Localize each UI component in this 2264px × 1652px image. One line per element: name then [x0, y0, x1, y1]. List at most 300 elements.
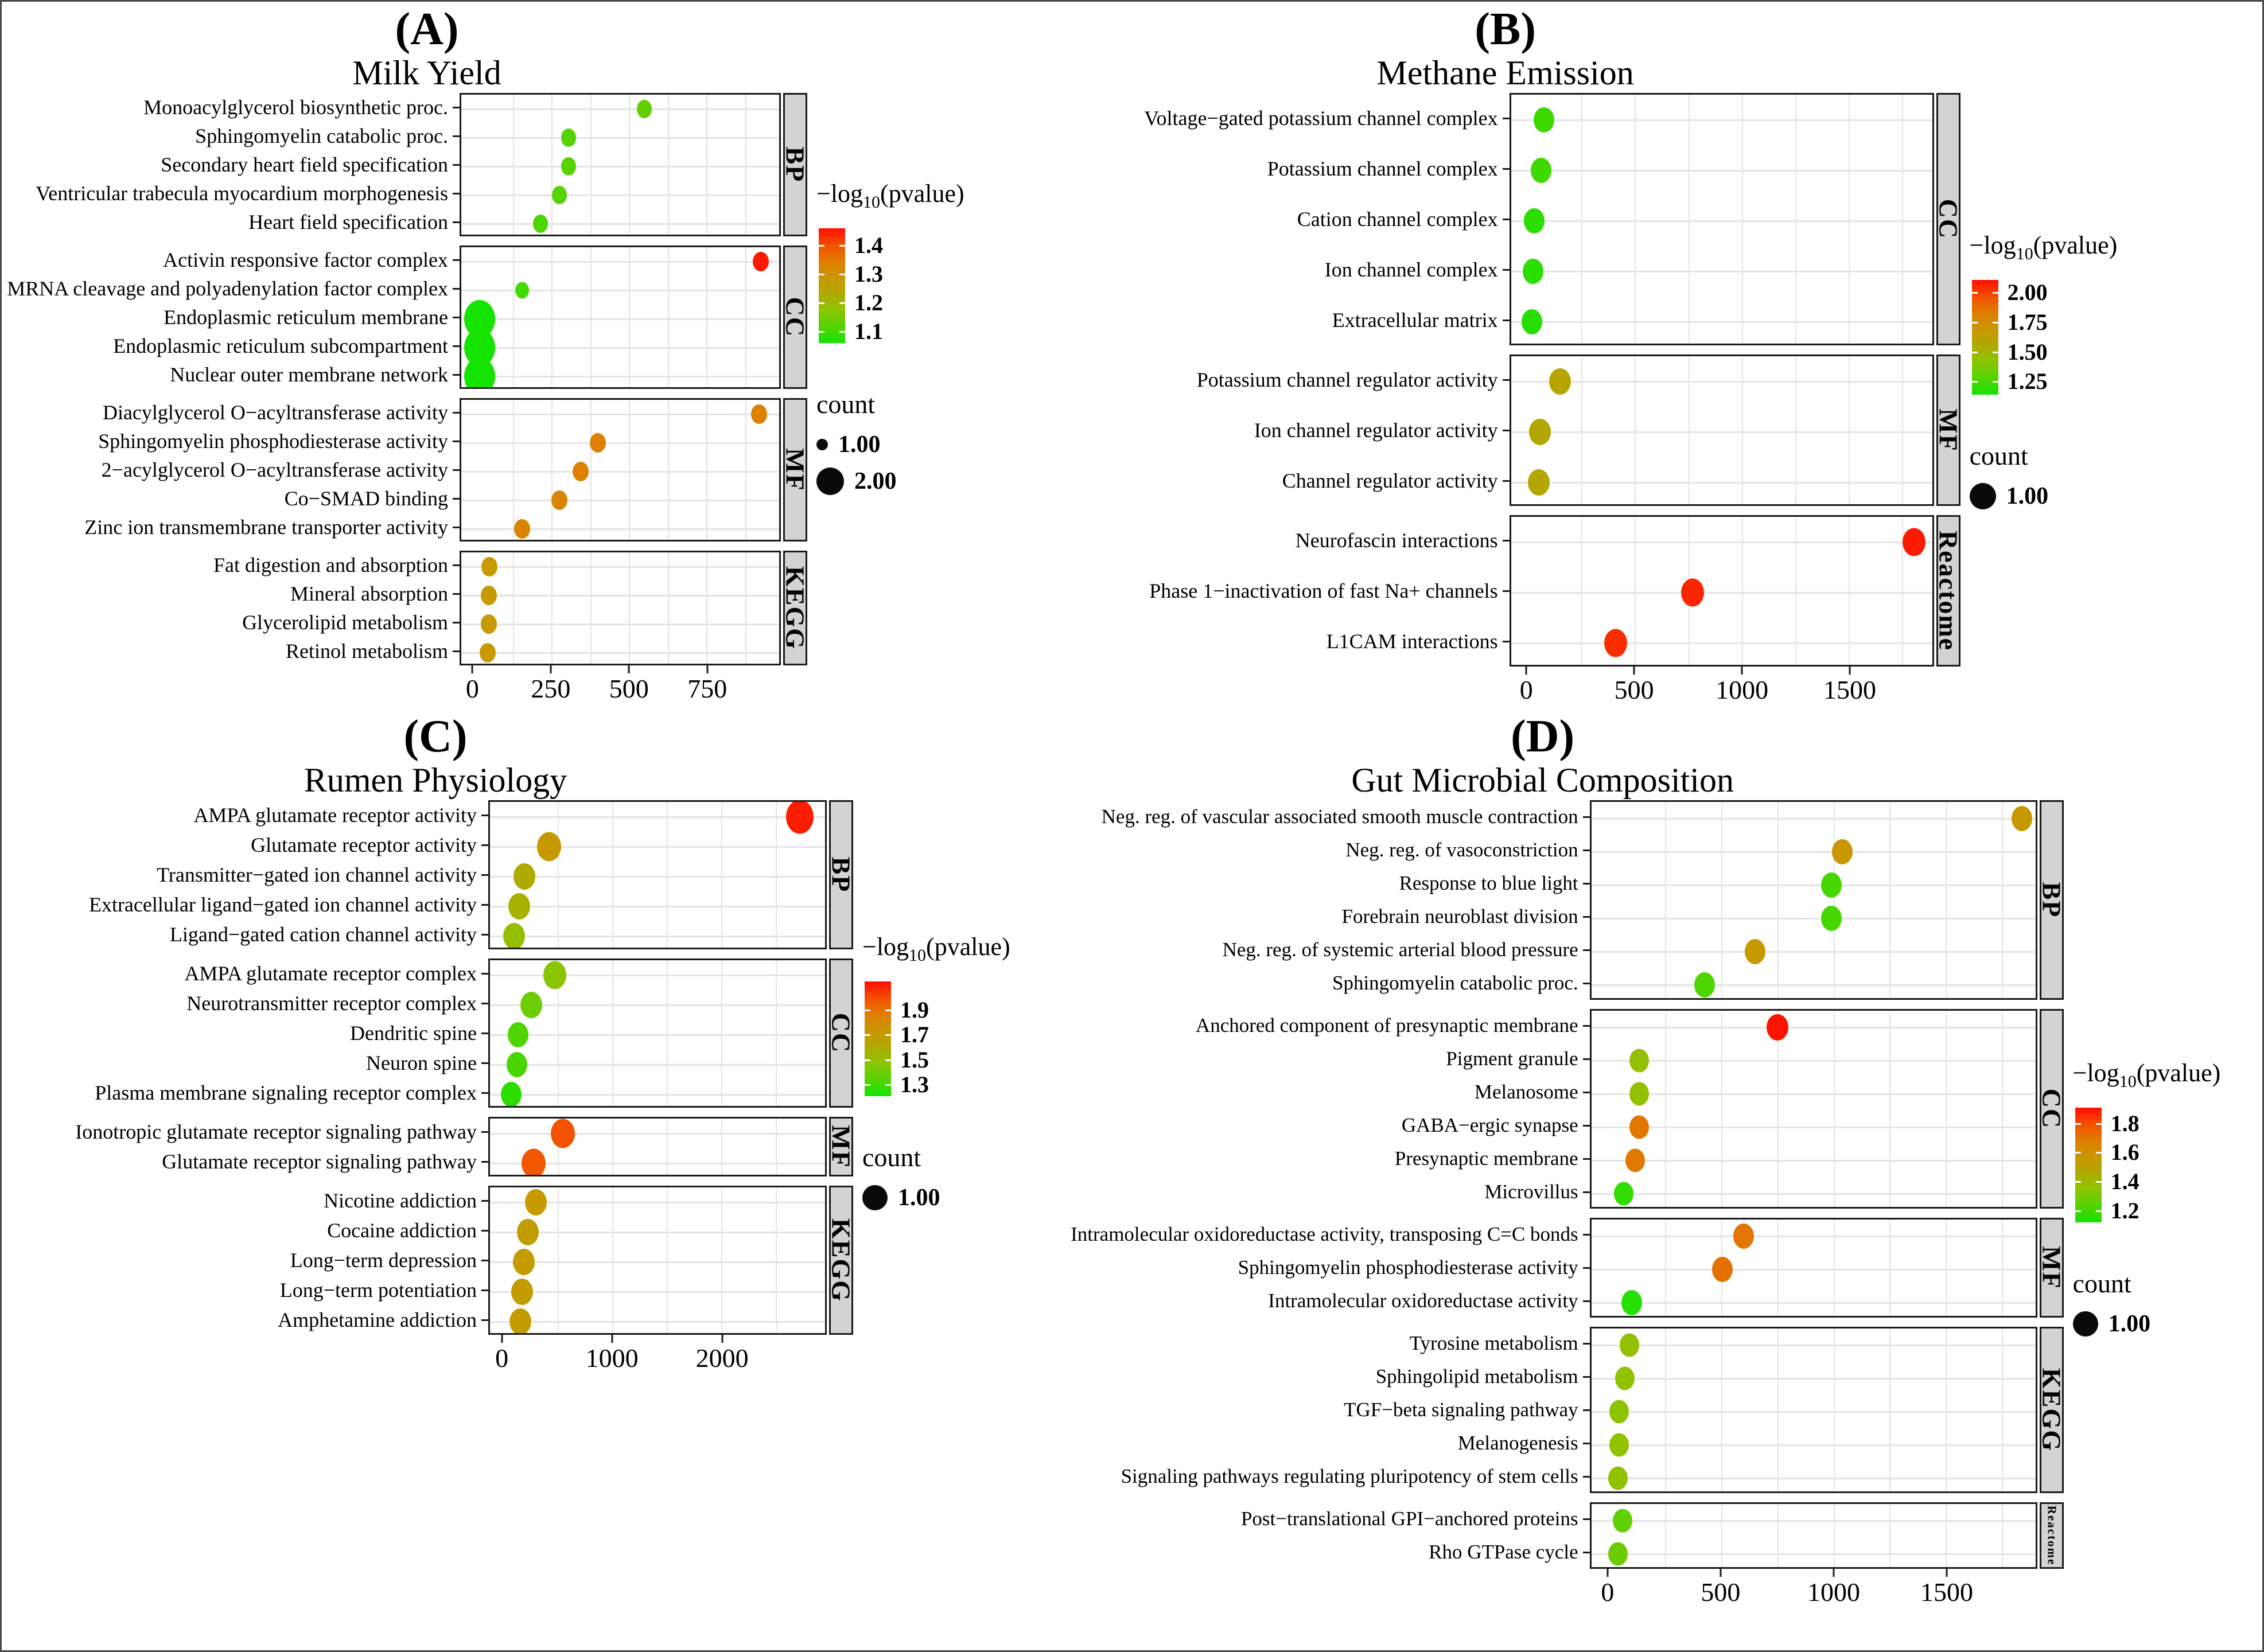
vertical-gridline — [629, 247, 630, 387]
term-label-column — [1051, 515, 1510, 667]
vertical-gridline — [721, 802, 722, 948]
facet-mf — [1022, 1218, 2067, 1318]
term-label: Channel regulator activity — [1282, 469, 1498, 492]
y-axis-tick — [453, 221, 460, 223]
plot-area — [460, 551, 781, 665]
facet-kegg — [18, 1186, 856, 1335]
term-row — [1022, 1536, 1590, 1569]
data-point-dot — [1629, 1082, 1649, 1106]
term-row — [1022, 1502, 1590, 1536]
y-axis-tick — [1583, 1234, 1590, 1236]
y-axis-tick — [1583, 1158, 1590, 1160]
vertical-gridline — [668, 552, 669, 664]
x-axis-tick-label: 500 — [1701, 1577, 1741, 1607]
horizontal-gridline — [461, 471, 779, 473]
facet-bp — [1022, 800, 2067, 1000]
pvalue-gradient-wrap — [2075, 1108, 2196, 1222]
legend-tick-notch — [839, 274, 845, 275]
vertical-gridline — [1889, 1504, 1890, 1567]
legend-tick-label: 1.1 — [854, 318, 883, 344]
term-label: Activin responsive factor complex — [163, 248, 448, 271]
y-axis-tick — [1583, 1552, 1590, 1553]
term-row — [18, 1117, 488, 1147]
data-point-dot — [1712, 1257, 1733, 1282]
y-axis-tick — [1503, 480, 1510, 482]
count-legend-title: count — [1969, 441, 2028, 470]
legend-tick-notch — [819, 302, 824, 304]
horizontal-gridline — [1592, 1060, 2036, 1062]
vertical-gridline — [1665, 1011, 1666, 1207]
y-axis-tick — [481, 1289, 488, 1291]
data-point-dot — [1608, 1467, 1628, 1490]
vertical-gridline — [612, 960, 613, 1106]
x-axis-tick-mark — [501, 1335, 503, 1343]
panel-milk-yield — [6, 5, 964, 711]
horizontal-gridline — [1592, 1302, 2036, 1304]
y-axis-tick — [453, 259, 460, 261]
x-axis-tick-label: 1500 — [1920, 1577, 1973, 1607]
term-row — [46, 579, 460, 608]
plot-area — [1590, 1218, 2037, 1318]
data-point-dot — [786, 800, 814, 834]
data-point-dot — [1604, 629, 1627, 657]
horizontal-gridline — [461, 528, 779, 530]
term-label: Neurofascin interactions — [1295, 529, 1498, 552]
vertical-gridline — [1665, 1328, 1666, 1491]
y-axis-tick — [481, 815, 488, 816]
term-label: Sphingomyelin phosphodiesterase activity — [98, 430, 448, 453]
x-axis-row — [1051, 667, 1960, 712]
legend-tick-notch — [2096, 1152, 2102, 1154]
data-point-dot — [520, 992, 542, 1018]
x-axis-spacer-left — [18, 1335, 488, 1381]
y-axis-tick — [453, 107, 460, 108]
legend-tick-notch — [2075, 1152, 2081, 1154]
term-label: Ion channel regulator activity — [1254, 419, 1498, 442]
horizontal-gridline — [1592, 951, 2036, 953]
term-row — [1022, 1076, 1590, 1109]
horizontal-gridline — [490, 1094, 825, 1096]
horizontal-gridline — [461, 442, 779, 444]
y-axis-tick — [453, 317, 460, 318]
data-point-dot — [517, 1219, 539, 1245]
data-point-dot — [513, 1249, 535, 1275]
term-row — [1022, 1218, 1590, 1251]
facet-strip-label: BP — [780, 146, 810, 183]
horizontal-gridline — [1592, 918, 2036, 919]
x-axis-tick-label: 1500 — [1823, 675, 1877, 704]
y-axis-tick — [453, 527, 460, 528]
horizontal-gridline — [1592, 1193, 2036, 1195]
term-label: Sphingomyelin phosphodiesterase activity — [1238, 1256, 1578, 1279]
horizontal-gridline — [1592, 1478, 2036, 1479]
term-row — [46, 150, 460, 179]
legend-tick-notch — [885, 1059, 891, 1061]
legend-tick-notch — [865, 1010, 870, 1011]
facet-strip — [2040, 1502, 2064, 1569]
term-label: Diacylglycerol O−acyltransferase activity — [102, 401, 448, 424]
count-legend-label: 1.00 — [898, 1184, 940, 1211]
legend-tick-label: 1.2 — [854, 289, 883, 315]
term-label: Nicotine addiction — [324, 1189, 477, 1212]
y-axis-tick — [1583, 1343, 1590, 1345]
term-row — [1051, 616, 1510, 667]
term-label-column — [1051, 93, 1510, 345]
term-row — [46, 551, 460, 579]
vertical-gridline — [706, 247, 707, 387]
horizontal-gridline — [1511, 431, 1932, 433]
vertical-gridline — [513, 247, 514, 387]
facet-strip — [1934, 354, 1963, 506]
x-axis-row — [46, 665, 807, 711]
facet-kegg — [1022, 1327, 2067, 1493]
horizontal-gridline — [1511, 271, 1932, 272]
term-label: Neg. reg. of vascular associated smooth muscle contraction — [1101, 805, 1578, 828]
term-label: Melanosome — [1474, 1081, 1578, 1103]
count-legend-entry — [862, 1184, 1010, 1211]
facet-strip-label: BP — [2037, 882, 2067, 918]
y-axis-tick — [1583, 1443, 1590, 1444]
facet-strip — [826, 959, 856, 1108]
vertical-gridline — [1721, 802, 1722, 998]
facet-strip-label: MF — [2037, 1246, 2067, 1289]
term-label-column — [18, 800, 488, 949]
facet-strip-label: Reactome — [2045, 1505, 2059, 1566]
x-axis-tick-label: 500 — [1614, 675, 1654, 704]
plot-area — [460, 246, 781, 389]
legend-title-prefix: −log — [2072, 1059, 2119, 1087]
data-point-dot — [1615, 1367, 1635, 1390]
data-point-dot — [509, 1308, 531, 1335]
term-row — [18, 860, 488, 890]
data-point-dot — [522, 1149, 546, 1177]
data-point-dot — [1681, 579, 1704, 607]
horizontal-gridline — [461, 261, 779, 263]
data-point-dot — [464, 357, 495, 389]
horizontal-gridline — [1511, 541, 1932, 543]
term-label: 2−acylglycerol O−acyltransferase activity — [101, 458, 448, 481]
plot-area — [1590, 800, 2037, 1000]
term-label: GABA−ergic synapse — [1401, 1114, 1578, 1136]
term-label: Long−term potentiation — [279, 1279, 477, 1302]
vertical-gridline — [706, 95, 707, 235]
horizontal-gridline — [1592, 1411, 2036, 1413]
data-point-dot — [1621, 1290, 1642, 1315]
term-label: Ion channel complex — [1324, 258, 1498, 281]
legend-tick-notch — [1972, 292, 1978, 294]
x-axis-tick-mark — [550, 665, 551, 673]
facet-strip-label: KEGG — [780, 566, 810, 650]
term-label-column — [46, 398, 460, 541]
facet-column — [18, 800, 856, 1381]
term-label: Neurotransmitter receptor complex — [186, 992, 477, 1015]
data-point-dot — [1524, 208, 1545, 233]
plot-area — [488, 800, 827, 949]
horizontal-gridline — [1592, 1520, 2036, 1522]
legend-tick-notch — [2096, 1210, 2102, 1212]
vertical-gridline — [1795, 95, 1796, 344]
x-axis — [488, 1335, 827, 1381]
x-axis-tick-label: 0 — [495, 1343, 509, 1373]
term-label: Glutamate receptor signaling pathway — [162, 1150, 477, 1173]
term-label-column — [18, 959, 488, 1108]
vertical-gridline — [1889, 802, 1890, 998]
horizontal-gridline — [461, 414, 779, 415]
legend-tick-label: 1.75 — [2007, 309, 2048, 336]
y-axis-tick — [481, 904, 488, 906]
y-axis-tick — [1503, 269, 1510, 271]
legend-tick-label: 1.4 — [2110, 1168, 2139, 1194]
vertical-gridline — [590, 552, 592, 664]
vertical-gridline — [1902, 95, 1903, 344]
horizontal-gridline — [461, 500, 779, 501]
vertical-gridline — [1889, 1011, 1890, 1207]
horizontal-gridline — [1592, 1127, 2036, 1128]
term-label: Co−SMAD binding — [284, 487, 448, 510]
legend-tick-notch — [839, 302, 845, 304]
vertical-gridline — [1834, 1011, 1835, 1207]
term-row — [18, 919, 488, 949]
legend-tick-notch — [865, 1084, 870, 1086]
y-axis-tick — [1583, 1191, 1590, 1193]
plot-area — [460, 93, 781, 236]
vertical-gridline — [1665, 802, 1666, 998]
x-axis-tick-mark — [1633, 667, 1635, 675]
data-point-dot — [1609, 1400, 1629, 1424]
y-axis-tick — [1503, 641, 1510, 642]
count-legend-entry — [816, 431, 964, 458]
data-point-dot — [1529, 419, 1551, 445]
horizontal-gridline — [461, 223, 779, 225]
data-point-dot — [1629, 1049, 1649, 1073]
x-axis-spacer-right — [1934, 667, 1960, 712]
vertical-gridline — [776, 960, 777, 1106]
legend — [2073, 1058, 2221, 1338]
y-axis-tick — [1503, 590, 1510, 592]
term-row — [1022, 867, 1590, 900]
x-axis-spacer-right — [2037, 1569, 2064, 1615]
data-point-dot — [481, 586, 497, 605]
vertical-gridline — [721, 1187, 722, 1333]
plot-area — [460, 398, 781, 541]
term-label-column — [1022, 800, 1590, 1000]
facet-bp — [36, 93, 810, 236]
facet-cc — [18, 959, 856, 1108]
term-row — [18, 1078, 488, 1108]
data-point-dot — [480, 643, 496, 663]
y-axis-tick — [481, 1319, 488, 1321]
y-axis-tick — [453, 593, 460, 595]
y-axis-tick — [481, 1131, 488, 1133]
data-point-dot — [543, 961, 566, 989]
y-axis-tick — [1583, 983, 1590, 984]
legend-tick-notch — [1993, 322, 1998, 324]
panel-body — [1051, 93, 2118, 712]
y-axis-tick — [481, 1032, 488, 1034]
vertical-gridline — [612, 802, 613, 948]
term-label-column — [1022, 1218, 1590, 1318]
x-axis-tick-label: 2000 — [695, 1343, 749, 1373]
data-point-dot — [503, 923, 525, 949]
y-axis-tick — [1583, 1125, 1590, 1127]
legend-tick-notch — [2096, 1181, 2102, 1183]
y-axis-tick — [1583, 1376, 1590, 1378]
horizontal-gridline — [1592, 885, 2036, 886]
facet-strip — [780, 551, 810, 665]
legend — [862, 932, 1010, 1211]
vertical-gridline — [629, 95, 630, 235]
data-point-dot — [1522, 309, 1542, 334]
plot-area — [1590, 1327, 2037, 1493]
term-row — [1022, 1284, 1590, 1318]
panel-body — [18, 800, 1010, 1381]
y-axis-tick — [1583, 916, 1590, 918]
term-row — [1051, 405, 1510, 455]
term-label: Post−translational GPI−anchored proteins — [1240, 1507, 1578, 1530]
y-axis-tick — [1503, 219, 1510, 220]
count-legend-label: 1.00 — [2108, 1310, 2151, 1337]
data-point-dot — [1614, 1182, 1633, 1206]
term-label-column — [1022, 1327, 1590, 1493]
term-row — [46, 303, 460, 332]
y-axis-tick — [481, 1260, 488, 1261]
data-point-dot — [1523, 259, 1543, 284]
term-row — [1051, 244, 1510, 295]
horizontal-gridline — [1511, 170, 1932, 172]
y-axis-tick — [453, 650, 460, 652]
horizontal-gridline — [461, 624, 779, 625]
legend-tick-notch — [865, 1034, 870, 1036]
term-row — [18, 959, 488, 988]
data-point-dot — [753, 252, 769, 271]
count-legend-dot — [816, 467, 844, 495]
horizontal-gridline — [461, 318, 779, 320]
horizontal-gridline — [1592, 1236, 2036, 1237]
term-label: Presynaptic membrane — [1394, 1147, 1578, 1170]
term-row — [18, 1018, 488, 1048]
facet-strip — [826, 1186, 856, 1335]
y-axis-tick — [481, 874, 488, 876]
horizontal-gridline — [1592, 1345, 2036, 1346]
legend-tick-notch — [1972, 322, 1978, 324]
term-label: Response to blue light — [1399, 872, 1578, 894]
y-axis-tick — [481, 973, 488, 975]
data-point-dot — [590, 433, 606, 453]
term-label: Endoplasmic reticulum membrane — [164, 306, 448, 329]
vertical-gridline — [1665, 1504, 1666, 1567]
horizontal-gridline — [490, 1064, 825, 1066]
horizontal-gridline — [461, 166, 779, 167]
horizontal-gridline — [1511, 220, 1932, 222]
panel-header — [1022, 712, 2064, 800]
term-label-column — [18, 1117, 488, 1176]
term-row — [46, 484, 460, 513]
y-axis-tick — [481, 1230, 488, 1232]
horizontal-gridline — [490, 816, 825, 818]
facet-strip-label: CC — [2037, 1088, 2067, 1129]
legend-tick-notch — [885, 1034, 891, 1036]
count-legend-title: count — [2072, 1268, 2131, 1298]
term-row — [1022, 1460, 1590, 1493]
data-point-dot — [1534, 107, 1554, 133]
facet-mf — [1051, 354, 1963, 506]
facet-strip — [2037, 1327, 2067, 1493]
data-point-dot — [1531, 158, 1551, 183]
panel-title: Rumen Physiology — [304, 761, 567, 799]
vertical-gridline — [1721, 1011, 1722, 1207]
term-row — [1022, 1393, 1590, 1427]
term-label: Sphingomyelin catabolic proc. — [195, 124, 448, 147]
vertical-gridline — [2002, 1011, 2003, 1207]
horizontal-gridline — [1511, 321, 1932, 323]
panel-methane-emission — [964, 5, 2118, 712]
term-row — [1051, 455, 1510, 506]
term-label: AMPA glutamate receptor complex — [184, 962, 477, 985]
x-axis-tick-label: 1000 — [1807, 1577, 1860, 1607]
x-axis-tick-label: 1000 — [1715, 675, 1769, 704]
legend-tick-notch — [1972, 381, 1978, 383]
term-label: Transmitter−gated ion channel activity — [157, 863, 477, 886]
panel-body — [1022, 800, 2221, 1615]
y-axis-tick — [481, 1062, 488, 1064]
legend-tick-notch — [839, 331, 845, 333]
legend-title-prefix: −log — [1969, 231, 2016, 259]
facet-strip — [2037, 1009, 2067, 1209]
horizontal-gridline — [490, 1321, 825, 1323]
horizontal-gridline — [490, 936, 825, 937]
facet-strip — [2037, 800, 2067, 1000]
legend-title-suffix: (pvalue) — [2136, 1059, 2221, 1087]
term-label: MRNA cleavage and polyadenylation factor complex — [7, 277, 448, 300]
y-axis-tick — [481, 934, 488, 936]
term-label: Retinol metabolism — [286, 640, 448, 663]
x-axis-tick-label: 0 — [1519, 675, 1533, 704]
vertical-gridline — [629, 552, 630, 664]
facet-strip-label: CC — [826, 1012, 856, 1054]
count-legend-title: count — [816, 389, 876, 419]
x-axis — [460, 665, 781, 711]
legend-title-sub: 10 — [863, 192, 881, 212]
data-point-dot — [1832, 839, 1853, 864]
term-row — [18, 890, 488, 919]
legend-tick-label: 1.5 — [900, 1046, 929, 1073]
legend-tick-label: 1.7 — [900, 1022, 929, 1048]
facet-cc — [7, 246, 810, 389]
term-label: Amphetamine addiction — [278, 1308, 477, 1331]
x-axis-tick-mark — [1741, 667, 1743, 675]
legend-tick-notch — [885, 1010, 891, 1011]
panel-header — [18, 712, 853, 800]
term-label: Extracellular ligand−gated ion channel activity — [88, 893, 477, 916]
x-axis-tick-mark — [721, 1335, 723, 1343]
legend-tick-notch — [819, 274, 824, 275]
data-point-dot — [1767, 1014, 1788, 1041]
facet-column — [1051, 93, 1963, 712]
y-axis-tick — [1503, 320, 1510, 321]
data-point-dot — [552, 186, 567, 204]
panel-letter: (B) — [1475, 4, 1536, 54]
vertical-gridline — [1742, 95, 1743, 344]
x-axis-spacer-left — [46, 665, 460, 711]
facet-strip — [1934, 515, 1963, 667]
pvalue-gradient-wrap — [819, 228, 939, 343]
horizontal-gridline — [461, 376, 779, 377]
legend-tick-label: 1.50 — [2007, 338, 2048, 365]
term-label: Tyrosine metabolism — [1409, 1332, 1578, 1354]
y-axis-tick — [1583, 883, 1590, 885]
facet-mf — [18, 1117, 856, 1176]
data-point-dot — [537, 832, 561, 862]
